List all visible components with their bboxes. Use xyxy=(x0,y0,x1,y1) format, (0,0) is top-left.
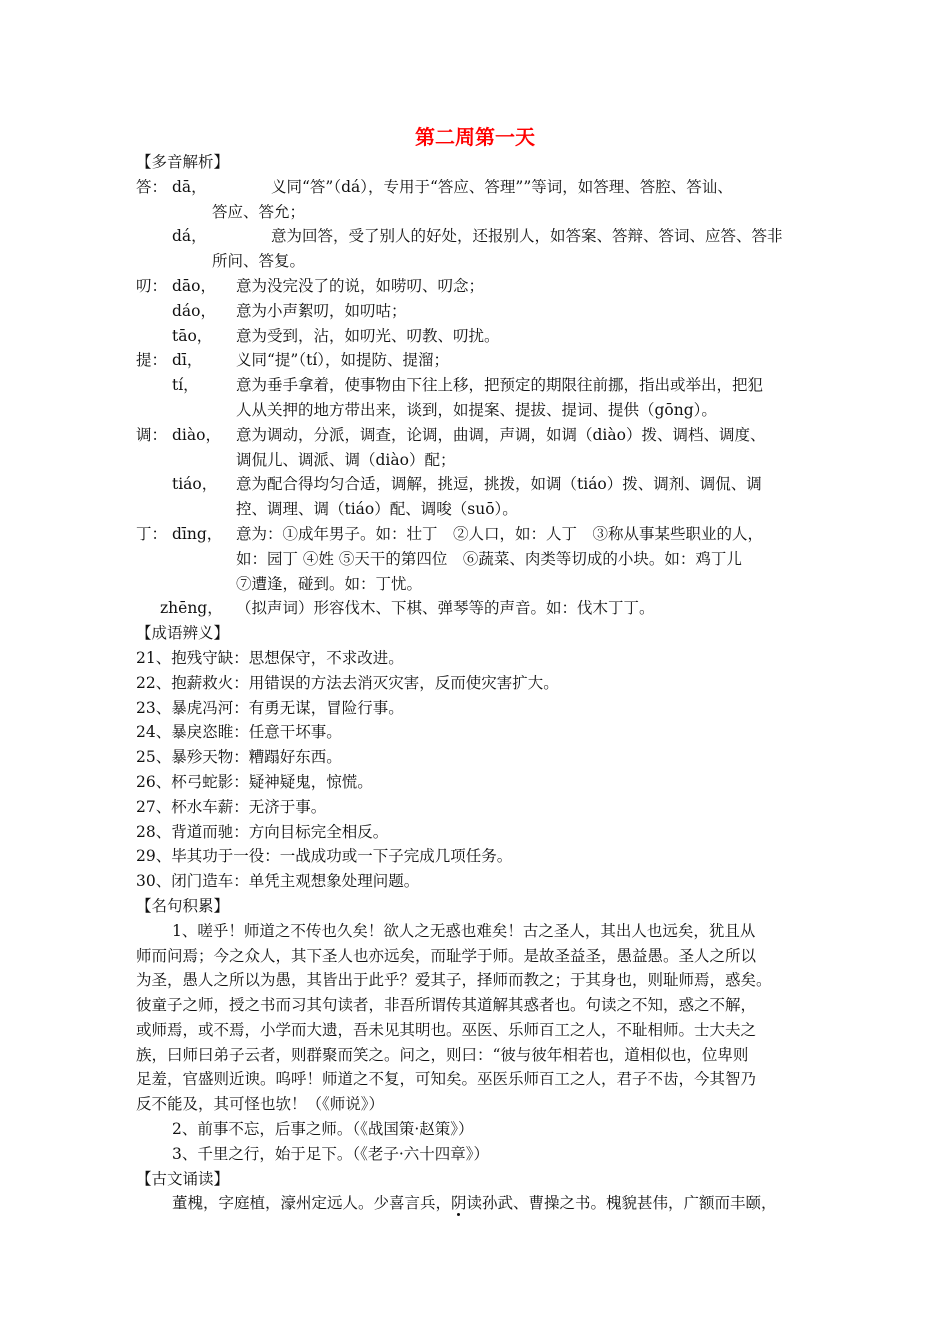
entry-definition: 意为调动，分派，调查，论调，曲调，声调，如调（diào）拨、调档、调度、 xyxy=(236,425,766,444)
entry-definition: 意为小声絮叨，如叨咕； xyxy=(236,301,407,320)
idiom-item: 25、暴殄天物：糟蹋好东西。 xyxy=(136,748,342,767)
entry-definition: 义同“答”（dá），专用于“答应、答理””等词，如答理、答腔、答讪、 xyxy=(271,177,733,196)
idiom-item: 27、杯水车薪：无济于事。 xyxy=(136,797,327,816)
entry-definition: （拟声词）形容伐木、下棋、弹琴等的声音。如：伐木丁丁。 xyxy=(236,599,655,618)
quote-line: 足羞，官盛则近谀。呜呼！师道之不复，可知矣。巫医乐师百工之人，君子不齿，今其智乃 xyxy=(136,1070,757,1089)
entry-definition: 意为垂手拿着，使事物由下往上移，把预定的期限往前挪，指出或举出，把犯 xyxy=(236,376,764,395)
polyphone-entry xyxy=(136,522,826,621)
entry-pinyin: dā， xyxy=(172,177,207,196)
quote-line: 1、嗟乎！师道之不传也久矣！欲人之无惑也难矣！古之圣人，其出人也远矣，犹且从 xyxy=(172,921,756,940)
idiom-item: 30、闭门造车：单凭主观想象处理问题。 xyxy=(136,872,420,891)
emphasis-dot-char: 阴 xyxy=(451,1194,467,1213)
polyphone-entry xyxy=(136,348,826,422)
quote-passage xyxy=(136,919,826,1117)
entry-pinyin: tí， xyxy=(172,376,199,395)
quote-line: 族，曰师曰弟子云者，则群聚而笑之。问之，则曰：“彼与彼年相若也，道相似也，位卑则 xyxy=(136,1045,749,1064)
idiom-item: 22、抱薪救火：用错误的方法去消灭灾害，反而使灾害扩大。 xyxy=(136,673,559,692)
classical-text-part: 董槐，字庭植，濠州定远人。少喜言兵， xyxy=(172,1194,452,1213)
entry-pinyin: zhēng， xyxy=(160,599,223,618)
section-heading-polyphone: 【多音解析】 xyxy=(136,153,230,171)
entry-pinyin: dīng， xyxy=(172,524,223,543)
entry-pinyin: diào， xyxy=(172,425,221,444)
entry-char: 答： xyxy=(136,177,168,196)
classical-text-part: 读孙武、曹操之书。槐貌甚伟，广额而丰颐， xyxy=(466,1194,777,1213)
section-heading-quotes: 【名句积累】 xyxy=(136,896,230,915)
entry-pinyin: tiáo， xyxy=(172,475,218,494)
section-heading-classical: 【古文诵读】 xyxy=(136,1169,230,1188)
quote-item: 3、千里之行，始于足下。（《老子·六十四章》） xyxy=(172,1144,490,1163)
quote-item: 2、前事不忘，后事之师。（《战国策·赵策》） xyxy=(172,1120,474,1139)
classical-text xyxy=(136,1191,826,1216)
entry-definition-cont: 答应、答允； xyxy=(212,202,306,221)
quote-line: 为圣，愚人之所以为愚，其皆出于此乎？爱其子，择师而教之；于其身也，则耻师焉，惑矣。 xyxy=(136,971,772,990)
entry-definition-cont: 人从关押的地方带出来，谈到，如提案、提拔、提词、提供（gōng）。 xyxy=(236,400,717,419)
entry-pinyin: dá， xyxy=(172,227,207,246)
entry-char: 提： xyxy=(136,351,168,370)
idiom-item: 21、抱残守缺：思想保守，不求改进。 xyxy=(136,648,404,667)
entry-pinyin: dāo， xyxy=(172,276,216,295)
entry-definition-cont: 如：园丁 ④姓 ⑤天干的第四位 ⑥蔬菜、肉类等切成的小块。如：鸡丁儿 xyxy=(236,549,742,568)
entry-pinyin: dáo， xyxy=(172,301,216,320)
entry-definition: 意为没完没了的说，如唠叨、叨念； xyxy=(236,276,485,295)
quote-line: 彼童子之师，授之书而习其句读者，非吾所谓传其道解其惑者也。句读之不知，惑之不解， xyxy=(136,996,757,1015)
entry-char: 叨： xyxy=(136,276,168,295)
quote-line: 反不能及，其可怪也欤！（《师说》） xyxy=(136,1095,385,1114)
idiom-item: 24、暴戾恣睢：任意干坏事。 xyxy=(136,723,342,742)
entry-definition-cont: 所问、答复。 xyxy=(212,252,306,271)
entry-definition: 意为：①成年男子。如：壮丁 ②人口，如：人丁 ③称从事某些职业的人， xyxy=(236,524,764,543)
entry-definition: 义同“提”（tí），如提防、提溜； xyxy=(236,351,450,370)
entry-pinyin: tāo， xyxy=(172,326,213,345)
entry-definition: 意为回答，受了别人的好处，还报别人，如答案、答辩、答词、应答、答非 xyxy=(271,227,783,246)
idiom-item: 26、杯弓蛇影：疑神疑鬼，惊慌。 xyxy=(136,772,373,791)
quote-line: 师而问焉；今之众人，其下圣人也亦远矣，而耻学于师。是故圣益圣，愚益愚。圣人之所以 xyxy=(136,946,757,965)
page-title: 第二周第一天 xyxy=(415,125,535,149)
entry-char: 丁： xyxy=(136,524,168,543)
polyphone-entry xyxy=(136,175,826,274)
entry-definition-cont: ⑦遭逢，碰到。如：丁忧。 xyxy=(236,574,423,593)
section-heading-idioms: 【成语辨义】 xyxy=(136,624,230,643)
entry-definition: 意为配合得均匀合适，调解，挑逗，挑拨，如调（tiáo）拨、调剂、调侃、调 xyxy=(236,475,762,494)
entry-pinyin: dī， xyxy=(172,351,203,370)
content xyxy=(136,150,826,1216)
polyphone-entry xyxy=(136,274,826,348)
quote-line: 或师焉，或不焉，小学而大遗，吾未见其明也。巫医、乐师百工之人，不耻相师。士大夫之 xyxy=(136,1020,757,1039)
entry-definition-cont: 控、调理、调（tiáo）配、调唆（suō）。 xyxy=(236,500,518,519)
idiom-item: 29、毕其功于一役：一战成功或一下子完成几项任务。 xyxy=(136,847,513,866)
idiom-item: 23、暴虎冯河：有勇无谋，冒险行事。 xyxy=(136,698,404,717)
idiom-list xyxy=(136,646,826,894)
entry-definition-cont: 调侃儿、调派、调（diào）配； xyxy=(236,450,456,469)
polyphone-entry xyxy=(136,423,826,522)
entry-char: 调： xyxy=(136,425,168,444)
entry-definition: 意为受到，沾，如叨光、叨教、叨扰。 xyxy=(236,326,500,345)
idiom-item: 28、背道而驰：方向目标完全相反。 xyxy=(136,822,389,841)
